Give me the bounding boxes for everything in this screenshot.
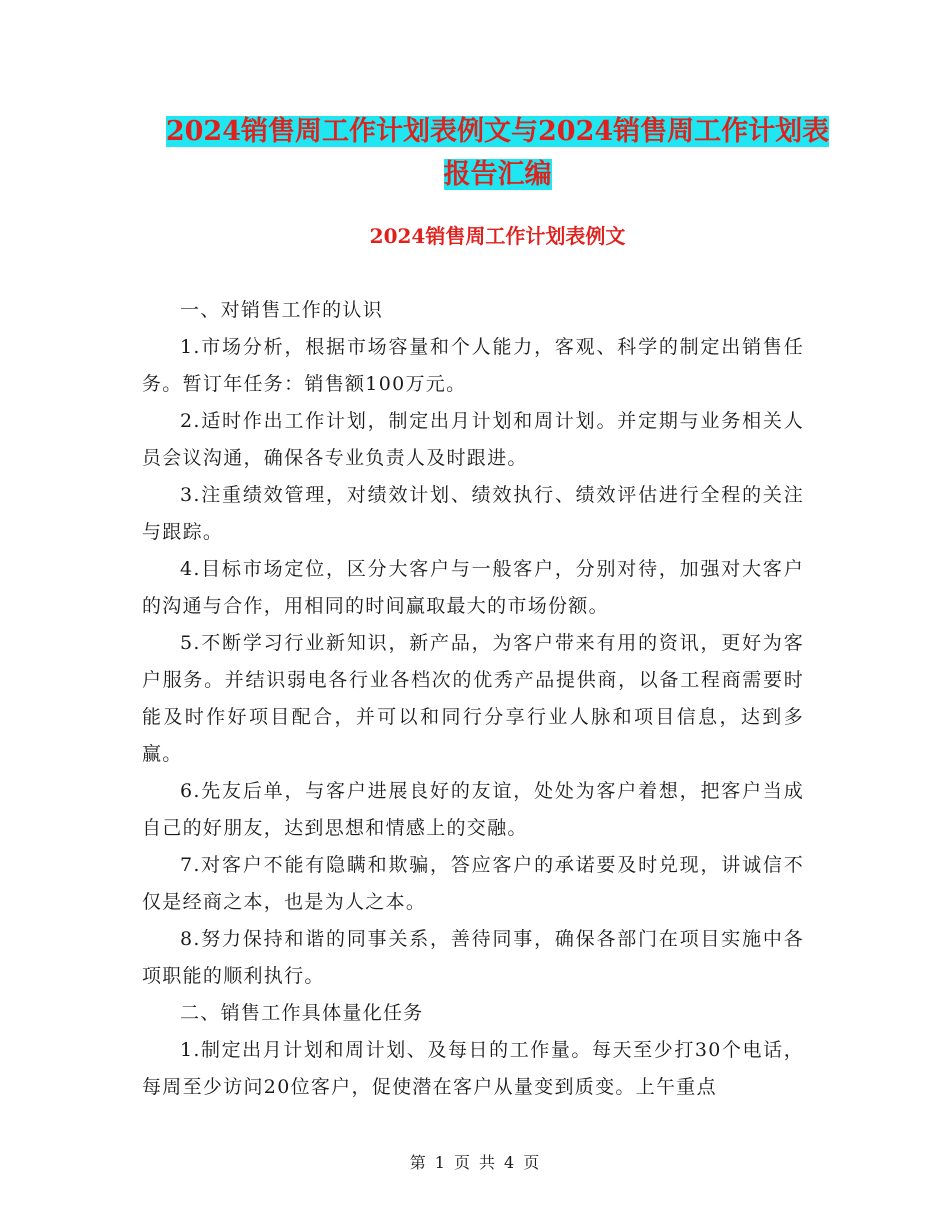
footer-suffix: 页 xyxy=(523,1153,541,1172)
paragraph: 5.不断学习行业新知识，新产品，为客户带来有用的资讯，更好为客户服务。并结识弱电各行业各档次的优秀产品提供商，以备工程商需要时能及时作好项目配合，并可以和同行分享行业人脉和项目信息，达到多赢。 xyxy=(142,632,804,765)
document-title xyxy=(140,110,855,196)
paragraph: 6.先友后单，与客户进展良好的友谊，处处为客户着想，把客户当成自己的好朋友，达到思想和情感上的交融。 xyxy=(142,780,804,839)
paragraph: 2.适时作出工作计划，制定出月计划和周计划。并定期与业务相关人员会议沟通，确保各专业负责人及时跟进。 xyxy=(142,410,804,469)
paragraph: 1.市场分析，根据市场容量和个人能力，客观、科学的制定出销售任务。暂订年任务：销售额100万元。 xyxy=(142,336,804,395)
title-line-2: 报告汇编 xyxy=(443,159,552,190)
page-footer xyxy=(0,1150,950,1173)
footer-prefix: 第 xyxy=(409,1153,427,1172)
title-line-1: 2024销售周工作计划表例文与2024销售周工作计划表 xyxy=(165,116,830,147)
paragraph: 7.对客户不能有隐瞒和欺骗，答应客户的承诺要及时兑现，讲诚信不仅是经商之本，也是为人之本。 xyxy=(142,854,804,913)
paragraph: 3.注重绩效管理，对绩效计划、绩效执行、绩效评估进行全程的关注与跟踪。 xyxy=(142,484,804,543)
total-pages: 4 xyxy=(504,1153,516,1172)
section-subtitle: 2024销售周工作计划表例文 xyxy=(369,224,626,248)
paragraph: 4.目标市场定位，区分大客户与一般客户，分别对待，加强对大客户的沟通与合作，用相同的时间赢取最大的市场份额。 xyxy=(142,558,804,617)
paragraph: 8.努力保持和谐的同事关系，善待同事，确保各部门在项目实施中各项职能的顺利执行。 xyxy=(142,928,804,987)
document-body xyxy=(142,292,804,1106)
page-number: 1 xyxy=(434,1153,446,1172)
footer-mid1: 页 xyxy=(453,1153,471,1172)
paragraph: 1.制定出月计划和周计划、及每日的工作量。每天至少打30个电话，每周至少访问20位客户，促使潜在客户从量变到质变。上午重点 xyxy=(142,1039,804,1098)
paragraph: 一、对销售工作的认识 xyxy=(180,299,384,321)
footer-mid2: 共 xyxy=(479,1153,497,1172)
paragraph: 二、销售工作具体量化任务 xyxy=(180,1002,424,1024)
